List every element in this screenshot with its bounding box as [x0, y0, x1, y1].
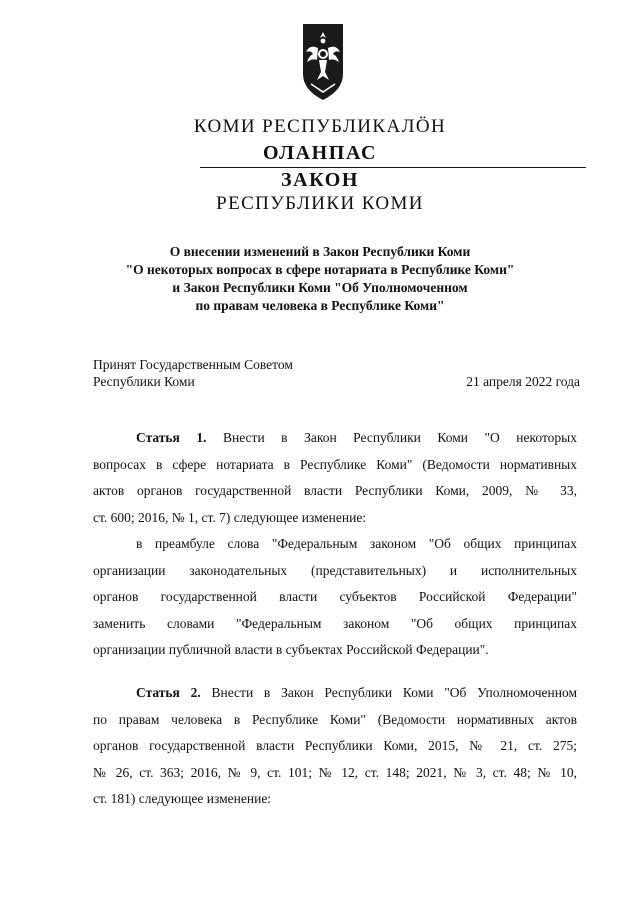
article-2-text: Внести в Закон Республики Коми "Об Уполномоченном [200, 685, 577, 700]
article-2 [93, 680, 577, 813]
article-2-line: № 26, ст. 363; 2016, № 9, ст. 101; № 12, ст. 148; 2021, № 3, ст. 48; № 10, [93, 764, 577, 780]
issuer-name-komi: КОМИ РЕСПУБЛИКАЛӦН [193, 116, 447, 137]
article-1-line: актов органов государственной власти Республики Коми, 2009, № 33, [93, 483, 577, 498]
document-type-komi: ОЛАНПАС [262, 142, 378, 164]
header-divider [200, 167, 586, 168]
article-2-line: по правам человека в Республике Коми" (Ведомости нормативных актов [93, 711, 577, 727]
article-2-first-line [93, 680, 577, 707]
law-title [60, 243, 580, 315]
document-type: ЗАКОН [280, 169, 360, 191]
article-2-label: Статья 2. [136, 685, 201, 700]
adoption-authority-line: Принят Государственным Советом [93, 357, 293, 372]
article-1-line: вопросах в сфере нотариата в Республике Коми" (Ведомости нормативных [93, 456, 577, 472]
article-2-line: органов государственной власти Республики Коми, 2015, № 21, ст. 275; [93, 738, 577, 753]
article-1-amendment-line: организации законодательных (представительных) и исполнительных [93, 562, 577, 578]
law-title-line: по правам человека в Республике Коми" [195, 298, 445, 313]
article-1-first-line [93, 425, 577, 452]
komi-coat-of-arms-icon [301, 22, 345, 102]
law-title-line: О внесении изменений в Закон Республики Коми [169, 244, 471, 259]
adoption-authority-line: Республики Коми [93, 374, 195, 389]
article-2-line: ст. 181) следующее изменение: [93, 791, 272, 806]
article-1-text: Внести в Закон Республики Коми "О некоторых [206, 430, 577, 445]
article-1-amendment-line: организации публичной власти в субъектах Российской Федерации". [93, 642, 489, 657]
article-1-amendment-line: органов государственной власти субъектов Российской Федерации" [93, 589, 577, 604]
adoption-date: 21 апреля 2022 года [466, 374, 580, 389]
issuer-name: РЕСПУБЛИКИ КОМИ [216, 193, 424, 214]
law-title-line: и Закон Республики Коми "Об Уполномоченном [172, 280, 468, 295]
law-title-line: "О некоторых вопросах в сфере нотариата в Республике Коми" [125, 262, 515, 277]
article-1-label: Статья 1. [136, 430, 207, 445]
article-1-amendment-line: заменить словами "Федеральным законом "Об общих принципах [93, 615, 577, 631]
adoption-authority [93, 356, 293, 390]
article-1 [93, 425, 577, 664]
article-1-line: ст. 600; 2016, № 1, ст. 7) следующее изменение: [93, 509, 367, 525]
article-1-amendment-line: в преамбуле слова "Федеральным законом "Об общих принципах [136, 536, 577, 551]
